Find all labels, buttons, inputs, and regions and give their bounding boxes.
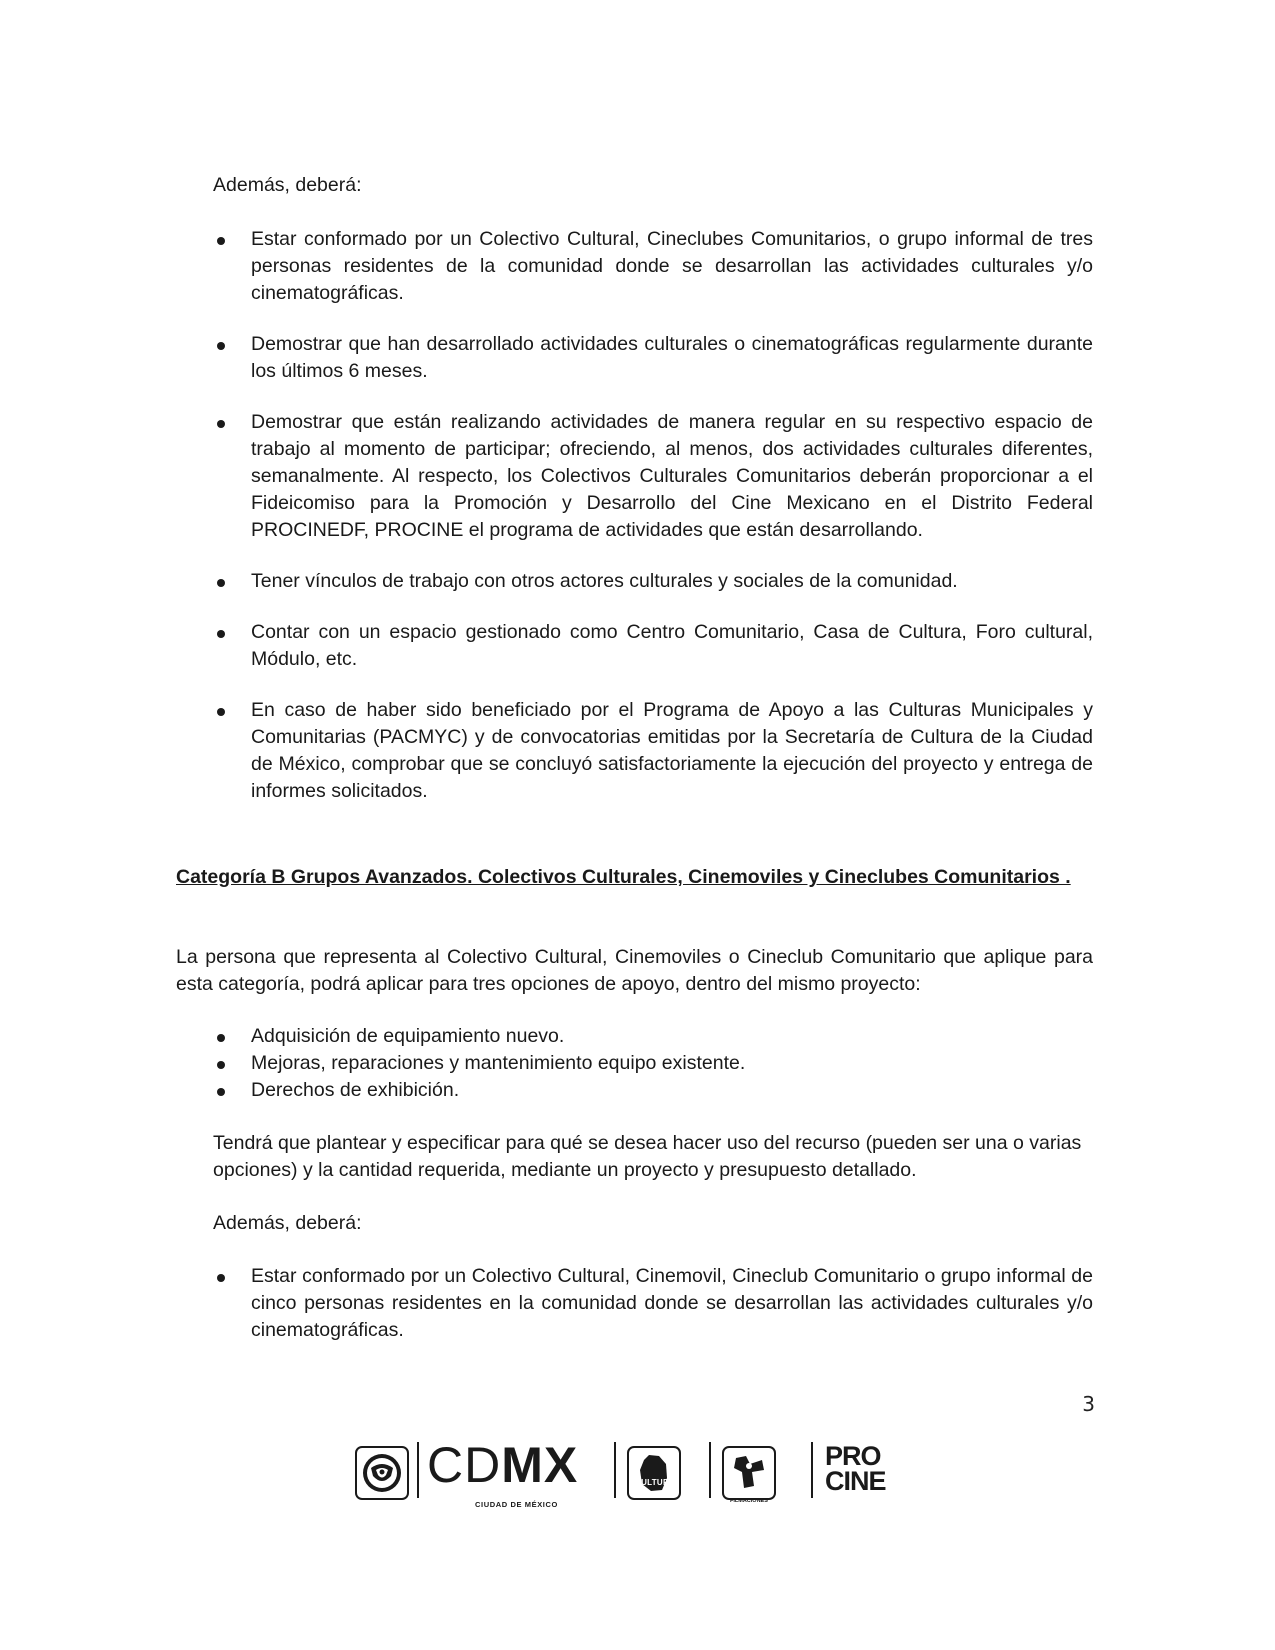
list-item: Estar conformado por un Colectivo Cultural, Cinemovil, Cineclub Comunitario o grupo informal de cinco personas residentes en la comunidad donde se desarrollan las actividades culturales y/o cinematográficas.: [213, 1263, 1093, 1344]
list-item: Adquisición de equipamiento nuevo.: [213, 1023, 1093, 1050]
list-item: Contar con un espacio gestionado como Centro Comunitario, Casa de Cultura, Foro cultural, Módulo, etc.: [213, 619, 1093, 673]
category-b-heading: Categoría B Grupos Avanzados. Colectivos Culturales, Cinemoviles y Cineclubes Comunitarios .: [176, 866, 1071, 888]
bullet-icon: [217, 1274, 225, 1282]
bullet-icon: [217, 1034, 225, 1042]
list-item: En caso de haber sido beneficiado por el Programa de Apoyo a las Culturas Municipales y Comunitarias (PACMYC) y de convocatorias emitidas por la Secretaría de Cultura de la Ciudad de México, comprobar que se concluyó satisfactoriamente la ejecución del proyecto y entrega de informes solicitados.: [213, 697, 1093, 805]
bullet-icon: [217, 579, 225, 587]
footer-logos: [355, 1437, 915, 1509]
list-item: Estar conformado por un Colectivo Cultural, Cineclubes Comunitarios, o grupo informal de tres personas residentes de la comunidad donde se desarrollan las actividades culturales y/o cinematográficas.: [213, 226, 1093, 307]
list-item: Demostrar que han desarrollado actividades culturales o cinematográficas regularmente durante los últimos 6 meses.: [213, 331, 1093, 385]
bullet-icon: [217, 630, 225, 638]
section1-requirements-list: [213, 226, 1093, 805]
list-item: Tener vínculos de trabajo con otros actores culturales y sociales de la comunidad.: [213, 568, 1093, 595]
cdmx-wordmark: CDMX: [427, 1437, 579, 1493]
bullet-icon: [217, 237, 225, 245]
list-item: Demostrar que están realizando actividades de manera regular en su respectivo espacio de trabajo al momento de participar; ofreciendo, al menos, dos actividades culturales diferentes, semanalmente. Al respecto, los Colectivos Culturales Comunitarios deberán proporcionar a el Fideicomiso para la Promoción y Desarrollo del Cine Mexicano en el Distrito Federal PROCINEDF, PROCINE el programa de actividades que están desarrollando.: [213, 409, 1093, 544]
separator: [811, 1442, 813, 1498]
list-item: Mejoras, reparaciones y mantenimiento equipo existente.: [213, 1050, 1093, 1077]
separator: [417, 1442, 419, 1498]
bullet-icon: [217, 1088, 225, 1096]
section1-lead: Además, deberá:: [213, 174, 362, 196]
bullet-icon: [217, 420, 225, 428]
page-number: 3: [1082, 1392, 1095, 1416]
cdmx-subtitle: CIUDAD DE MÉXICO: [475, 1500, 558, 1509]
list-item: Derechos de exhibición.: [213, 1077, 1093, 1104]
bullet-icon: [217, 708, 225, 716]
separator: [614, 1442, 616, 1498]
separator: [709, 1442, 711, 1498]
category-b-requirements-list: [213, 1263, 1093, 1344]
category-b-intro: La persona que representa al Colectivo Cultural, Cinemoviles o Cineclub Comunitario que aplique para esta categoría, podrá aplicar para tres opciones de apoyo, dentro del mismo proyecto:: [176, 946, 1093, 995]
bullet-icon: [217, 342, 225, 350]
support-options-list: [213, 1023, 1093, 1104]
procine-logo: PRO CINE: [825, 1441, 886, 1496]
category-b-lead: Además, deberá:: [213, 1212, 362, 1234]
cultura-map-icon: CULTURA: [627, 1446, 681, 1500]
bullet-icon: [217, 1061, 225, 1069]
category-b-plan: Tendrá que plantear y especificar para qué se desea hacer uso del recurso (pueden ser una o varias opciones) y la cantidad requerida, mediante un proyecto y presupuesto detallado.: [213, 1132, 1082, 1181]
cdmx-shield-icon: [355, 1446, 409, 1500]
filmaciones-icon: FILMACIONES: [722, 1446, 776, 1500]
